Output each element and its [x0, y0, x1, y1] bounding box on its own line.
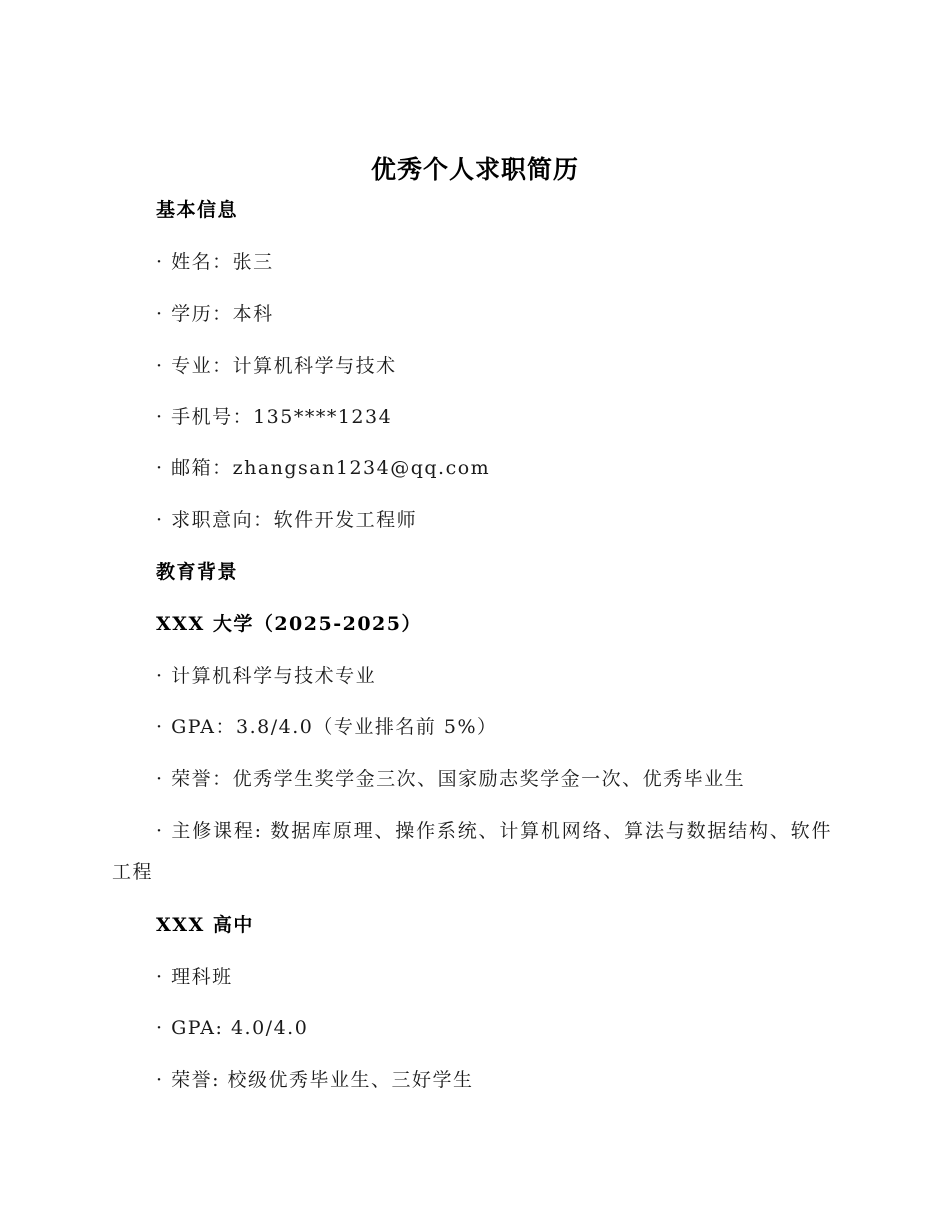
info-job-intention: · 求职意向：软件开发工程师: [156, 509, 418, 531]
university-major: · 计算机科学与技术专业: [156, 665, 377, 687]
info-email: · 邮箱：zhangsan1234@qq.com: [156, 457, 491, 479]
section-heading-education: 教育背景: [156, 561, 239, 583]
high-school-gpa: · GPA: 4.0/4.0: [156, 1017, 309, 1039]
university-courses: · 主修课程: 数据库原理、操作系统、计算机网络、算法与数据结构、软件工程: [112, 820, 832, 883]
school-name-university: XXX 大学（2025-2025）: [156, 613, 422, 635]
info-name: · 姓名：张三: [156, 251, 274, 273]
section-heading-basic-info: 基本信息: [156, 199, 239, 221]
info-phone: · 手机号：135****1234: [156, 406, 393, 428]
school-name-high-school: XXX 高中: [156, 914, 254, 936]
university-gpa: · GPA：3.8/4.0（专业排名前 5%）: [156, 716, 498, 738]
high-school-honors: · 荣誉: 校级优秀毕业生、三好学生: [156, 1069, 474, 1091]
info-degree: · 学历：本科: [156, 303, 274, 325]
university-honors: · 荣誉：优秀学生奖学金三次、国家励志奖学金一次、优秀毕业生: [156, 768, 746, 790]
high-school-class: · 理科班: [156, 966, 233, 988]
page-title: 优秀个人求职简历: [370, 155, 579, 184]
info-major: · 专业：计算机科学与技术: [156, 355, 397, 377]
